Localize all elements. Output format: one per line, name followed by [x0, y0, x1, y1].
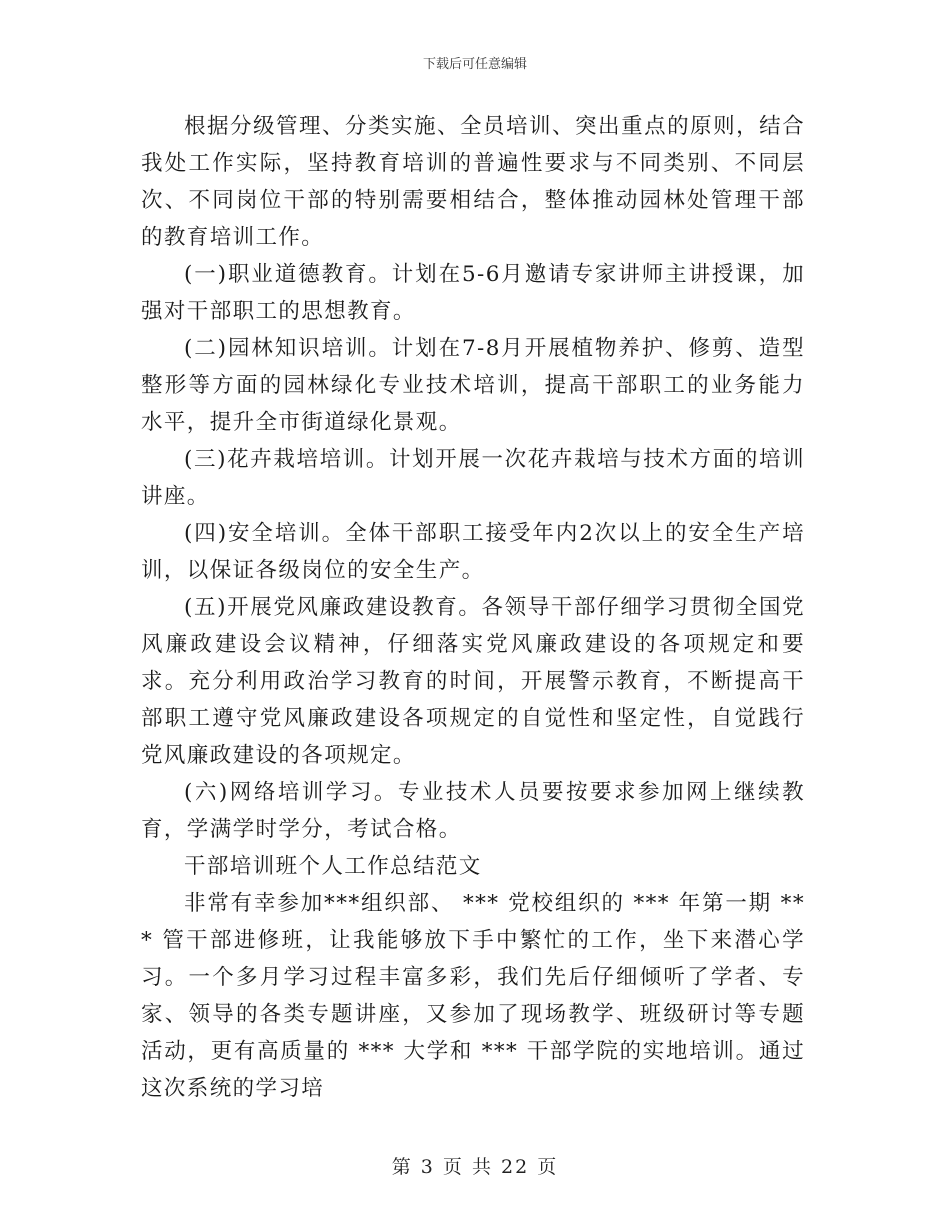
- paragraph-summary-intro: 非常有幸参加***组织部、 *** 党校组织的 *** 年第一期 *** 管干部进修班，让我能够放下手中繁忙的工作，坐下来潜心学习。一个多月学习过程丰富多彩，我们先后仔细倾听了学者、专家、领导的各类专题讲座，又参加了现场教学、班级研讨等专题活动，更有高质量的 *** 大学和 *** 干部学院的实地培训。通过这次系统的学习培: [141, 891, 805, 1101]
- paragraph-landscape-training: (二)园林知识培训。计划在7-8月开展植物养护、修剪、造型整形等方面的园林绿化专业技术培训，提高干部职工的业务能力水平，提升全市街道绿化景观。: [141, 336, 805, 435]
- page-number: 第 3 页 共 22 页: [391, 1156, 559, 1178]
- paragraph-safety-training: (四)安全培训。全体干部职工接受年内2次以上的安全生产培训，以保证各级岗位的安全生产。: [141, 521, 805, 583]
- paragraph-online-training: (六)网络培训学习。专业技术人员要按要求参加网上继续教育，学满学时学分，考试合格。: [141, 780, 805, 842]
- paragraph-flower-training: (三)花卉栽培培训。计划开展一次花卉栽培与技术方面的培训讲座。: [141, 447, 805, 509]
- paragraph-ethics-education: (一)职业道德教育。计划在5-6月邀请专家讲师主讲授课，加强对干部职工的思想教育。: [141, 262, 805, 324]
- page-header-note: 下载后可任意编辑: [422, 57, 527, 72]
- document-body: [141, 108, 805, 1107]
- paragraph-principle: 根据分级管理、分类实施、全员培训、突出重点的原则，结合我处工作实际，坚持教育培训的普遍性要求与不同类别、不同层次、不同岗位干部的特别需要相结合，整体推动园林处管理干部的教育培训工作。: [141, 114, 805, 250]
- section-title: 干部培训班个人工作总结范文: [184, 854, 482, 879]
- paragraph-integrity-education: (五)开展党风廉政建设教育。各领导干部仔细学习贯彻全国党风廉政建设会议精神，仔细落实党风廉政建设的各项规定和要求。充分利用政治学习教育的时间，开展警示教育，不断提高干部职工遵守党风廉政建设各项规定的自觉性和坚定性，自觉践行党风廉政建设的各项规定。: [141, 595, 805, 768]
